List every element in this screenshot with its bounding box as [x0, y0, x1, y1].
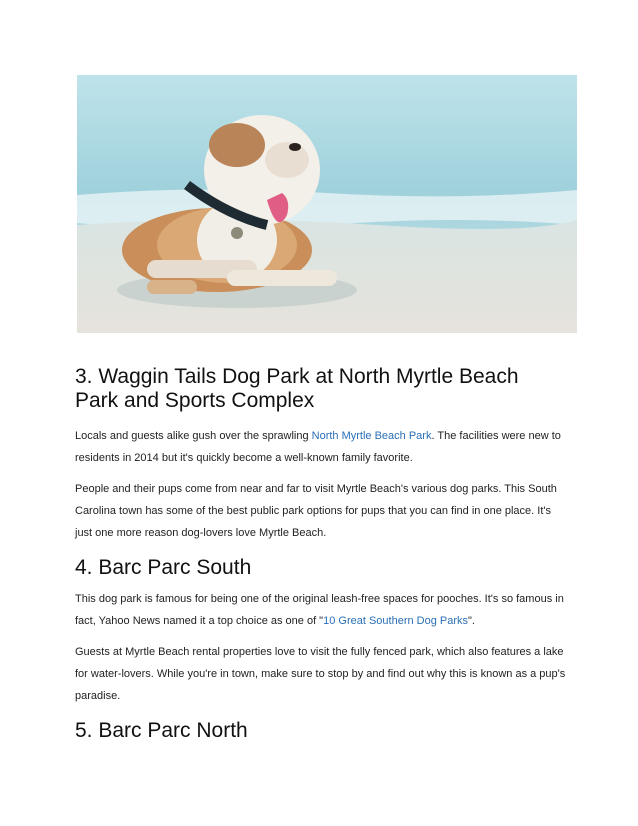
- southern-dog-parks-link[interactable]: 10 Great Southern Dog Parks: [323, 615, 469, 627]
- article-body: [75, 360, 570, 743]
- north-myrtle-beach-park-link[interactable]: North Myrtle Beach Park: [311, 430, 432, 442]
- section-5-heading: 5. Barc Parc North: [75, 719, 248, 742]
- section-4-paragraph-1: [75, 588, 570, 632]
- section-3-heading-line1: 3. Waggin Tails Dog Park at North Myrtle Beach: [75, 365, 519, 388]
- section-3-p1-text-before: Locals and guests alike gush over the sprawling: [75, 430, 312, 442]
- section-4-paragraph-2: Guests at Myrtle Beach rental properties love to visit the fully fenced park, which also features a lake for water-lovers. While you're in town, make sure to stop by and find out why this is known as a pup's paradise.: [75, 646, 566, 702]
- section-4-p1-text-after: ".: [468, 615, 475, 627]
- section-3-paragraph-2: People and their pups come from near and far to visit Myrtle Beach's various dog parks. This South Carolina town has some of the best public park options for pups that you can find in one place. It's just one more reason dog-lovers love Myrtle Beach.: [75, 483, 557, 539]
- section-3-paragraph-1: [75, 425, 570, 469]
- bulldog-on-beach-image: [77, 75, 577, 333]
- section-4-heading: 4. Barc Parc South: [75, 556, 252, 579]
- section-3-heading-line2: Park and Sports Complex: [75, 389, 315, 412]
- section-3-p1-text-after: . The facilities were new to residents in 2014 but it's quickly become a well-known family favorite.: [75, 430, 561, 464]
- bulldog-photo: [77, 75, 577, 333]
- section-3-heading: [75, 365, 570, 413]
- section-4-p1-text-before: This dog park is famous for being one of the original leash-free spaces for pooches. It's so famous in fact, Yahoo News named it a top choice as one of ": [75, 593, 564, 627]
